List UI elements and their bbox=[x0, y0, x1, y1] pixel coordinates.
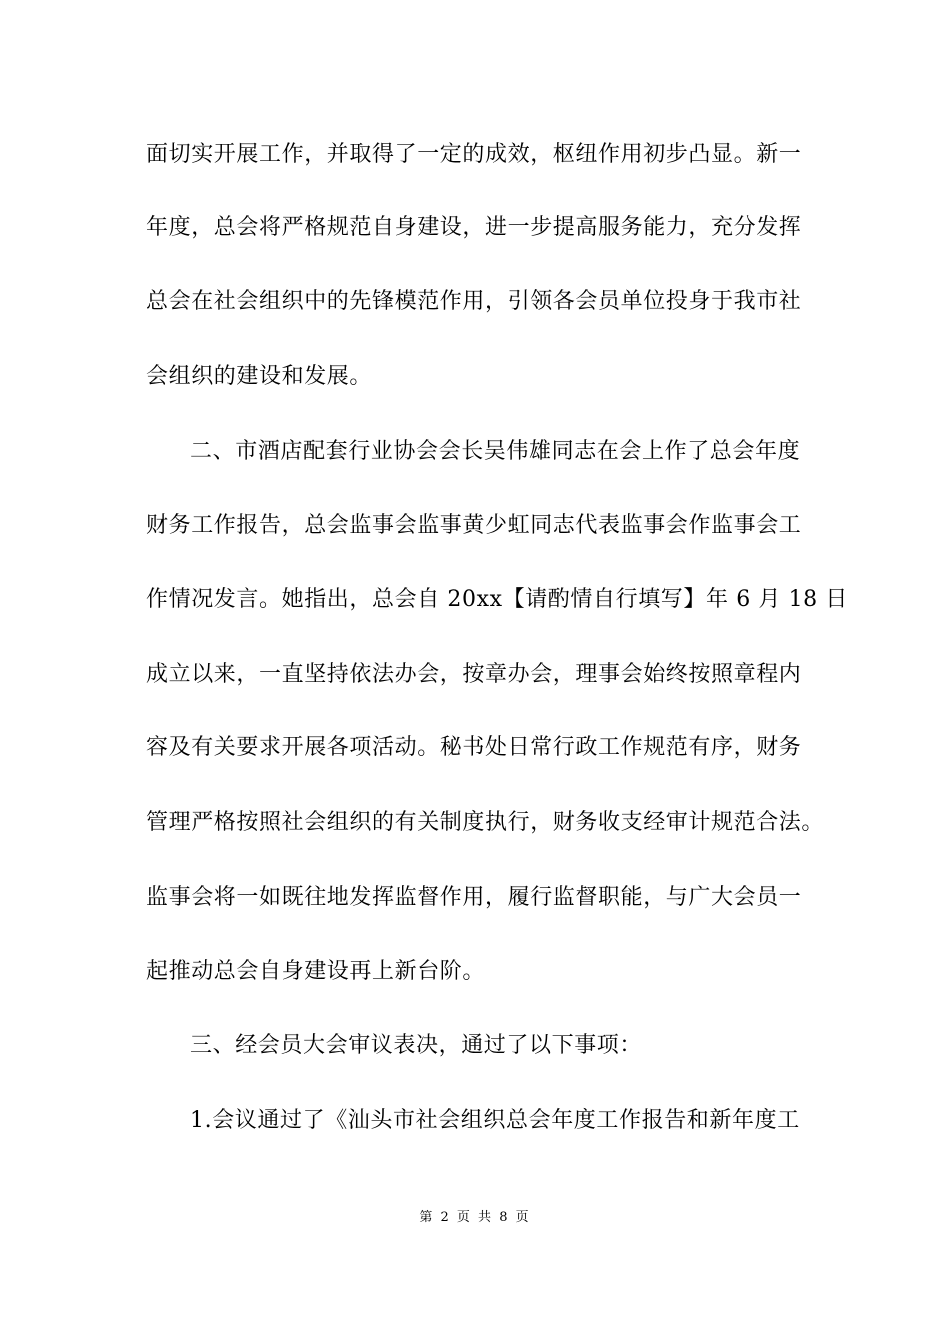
paragraph-line: 监事会将一如既往地发挥监督作用，履行监督职能，与广大会员一 bbox=[146, 885, 802, 910]
paragraph-line: 作情况发言。她指出，总会自 20xx【请酌情自行填写】年 6 月 18 日 bbox=[146, 587, 848, 612]
paragraph-line: 成立以来，一直坚持依法办会，按章办会，理事会始终按照章程内 bbox=[146, 662, 802, 687]
page-footer: 第 2 页 共 8 页 bbox=[419, 1210, 531, 1225]
paragraph-line: 二、市酒店配套行业协会会长吴伟雄同志在会上作了总会年度 bbox=[190, 439, 801, 464]
paragraph-line: 1.会议通过了《汕头市社会组织总会年度工作报告和新年度工 bbox=[190, 1108, 800, 1133]
paragraph-line: 年度，总会将严格规范自身建设，进一步提高服务能力，充分发挥 bbox=[146, 215, 802, 240]
paragraph-line: 会组织的建设和发展。 bbox=[146, 364, 373, 389]
paragraph-line: 容及有关要求开展各项活动。秘书处日常行政工作规范有序，财务 bbox=[146, 735, 802, 760]
paragraph-line: 财务工作报告，总会监事会监事黄少虹同志代表监事会作监事会工 bbox=[146, 513, 802, 538]
paragraph-line: 管理严格按照社会组织的有关制度执行，财务收支经审计规范合法。 bbox=[146, 810, 825, 835]
paragraph-line: 起推动总会自身建设再上新台阶。 bbox=[146, 959, 486, 984]
paragraph-line: 三、经会员大会审议表决，通过了以下事项： bbox=[190, 1033, 643, 1058]
paragraph-line: 总会在社会组织中的先锋模范作用，引领各会员单位投身于我市社 bbox=[146, 289, 802, 314]
paragraph-line: 面切实开展工作，并取得了一定的成效，枢纽作用初步凸显。新一 bbox=[146, 142, 802, 167]
